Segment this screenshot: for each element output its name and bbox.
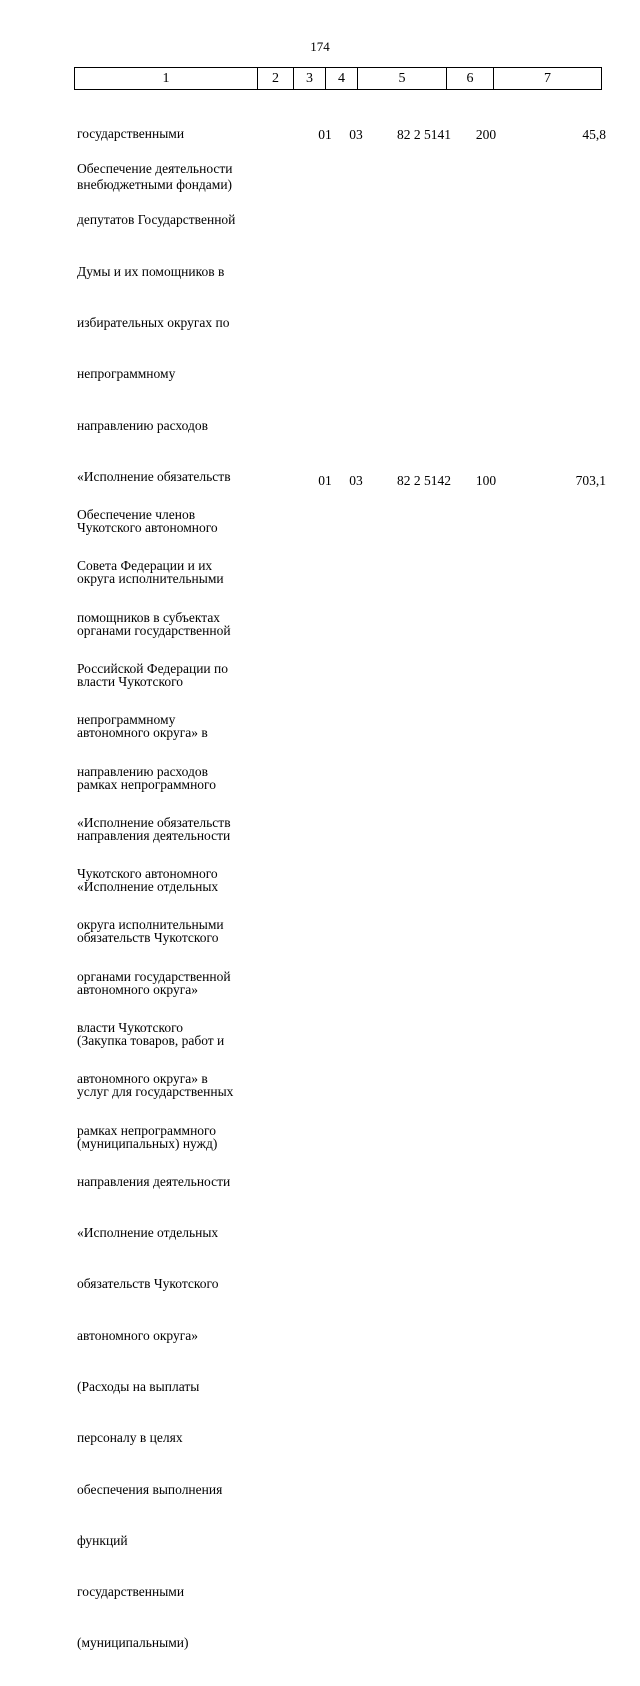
description-line: обязательств Чукотского [77,1276,219,1292]
table-header [74,67,602,90]
description-line: (Закупка товаров, работ и [77,1032,225,1048]
description-line: избирательных округах по [77,315,230,331]
description-line: внебюджетными фондами) [77,177,233,193]
description-line: направления деятельности [77,1173,231,1189]
description-line: Чукотского автономного [77,866,218,882]
description-line: депутатов Государственной [77,212,236,228]
description-line: Совета Федерации и их [77,558,213,574]
cell-subsection: 03 [349,473,363,488]
description-line: округа исполнительными [77,571,224,587]
header-col-3: 3 [294,68,326,90]
description-line: Обеспечение членов [77,507,196,523]
description-line: услуг для государственных [77,1084,234,1100]
cell-amount: 45,8 [582,127,606,142]
cell-section: 01 [318,127,332,142]
description-line: власти Чукотского [77,674,184,689]
description-line: обеспечения выполнения [77,1481,223,1497]
description-line: (Расходы на выплаты [77,1378,200,1394]
description-line: власти Чукотского [77,1020,184,1035]
description-line: направлению расходов [77,763,208,779]
page-number: 174 [310,39,330,54]
cell-amount: 703,1 [575,473,606,488]
description-line: «Исполнение отдельных [77,1225,219,1241]
description-line: (муниципальными) [77,1635,189,1651]
description-line: помощников в субъектах [77,609,221,625]
description-line: автономного округа» [77,981,198,997]
cell-section: 01 [318,473,332,488]
description-line: персоналу в целях [77,1430,183,1446]
description-line: «Исполнение обязательств [77,468,231,484]
description-line: Обеспечение деятельности [77,161,233,177]
description-line: «Исполнение отдельных [77,879,219,895]
description-line: (муниципальных) нужд) [77,1135,218,1151]
header-col-4: 4 [326,68,358,90]
description-line: «Исполнение обязательств [77,814,231,830]
description-line: непрограммному [77,712,176,728]
cell-target-article: 82 2 5141 [397,127,451,142]
row-description [77,472,267,1686]
cell-expense-type: 100 [475,473,497,488]
description-line: направления деятельности [77,827,231,843]
description-line: округа исполнительными [77,917,224,933]
description-line: государственными [77,126,185,142]
cell-subsection: 03 [349,127,363,142]
description-line: государственными [77,1584,185,1600]
description-line: органами государственной [77,968,231,984]
description-line: рамках непрограммного [77,776,216,792]
description-line: органами государственной [77,622,231,638]
header-col-7: 7 [494,68,602,90]
description-line: направлению расходов [77,417,208,433]
description-line: Российской Федерации по [77,661,229,677]
description-line: функций [77,1532,128,1548]
description-line: рамках непрограммного [77,1122,216,1138]
description-line: обязательств Чукотского [77,930,219,946]
description-line: автономного округа» [77,1327,198,1343]
header-col-5: 5 [358,68,447,90]
description-line: автономного округа» в [77,725,208,741]
header-col-6: 6 [447,68,494,90]
description-line: автономного округа» в [77,1071,208,1087]
header-col-1: 1 [75,68,258,90]
cell-target-article: 82 2 5142 [397,473,451,488]
header-col-2: 2 [258,68,294,90]
description-line: непрограммному [77,366,176,382]
description-line: Думы и их помощников в [77,263,225,279]
cell-expense-type: 200 [475,127,497,142]
description-line: Чукотского автономного [77,520,218,536]
